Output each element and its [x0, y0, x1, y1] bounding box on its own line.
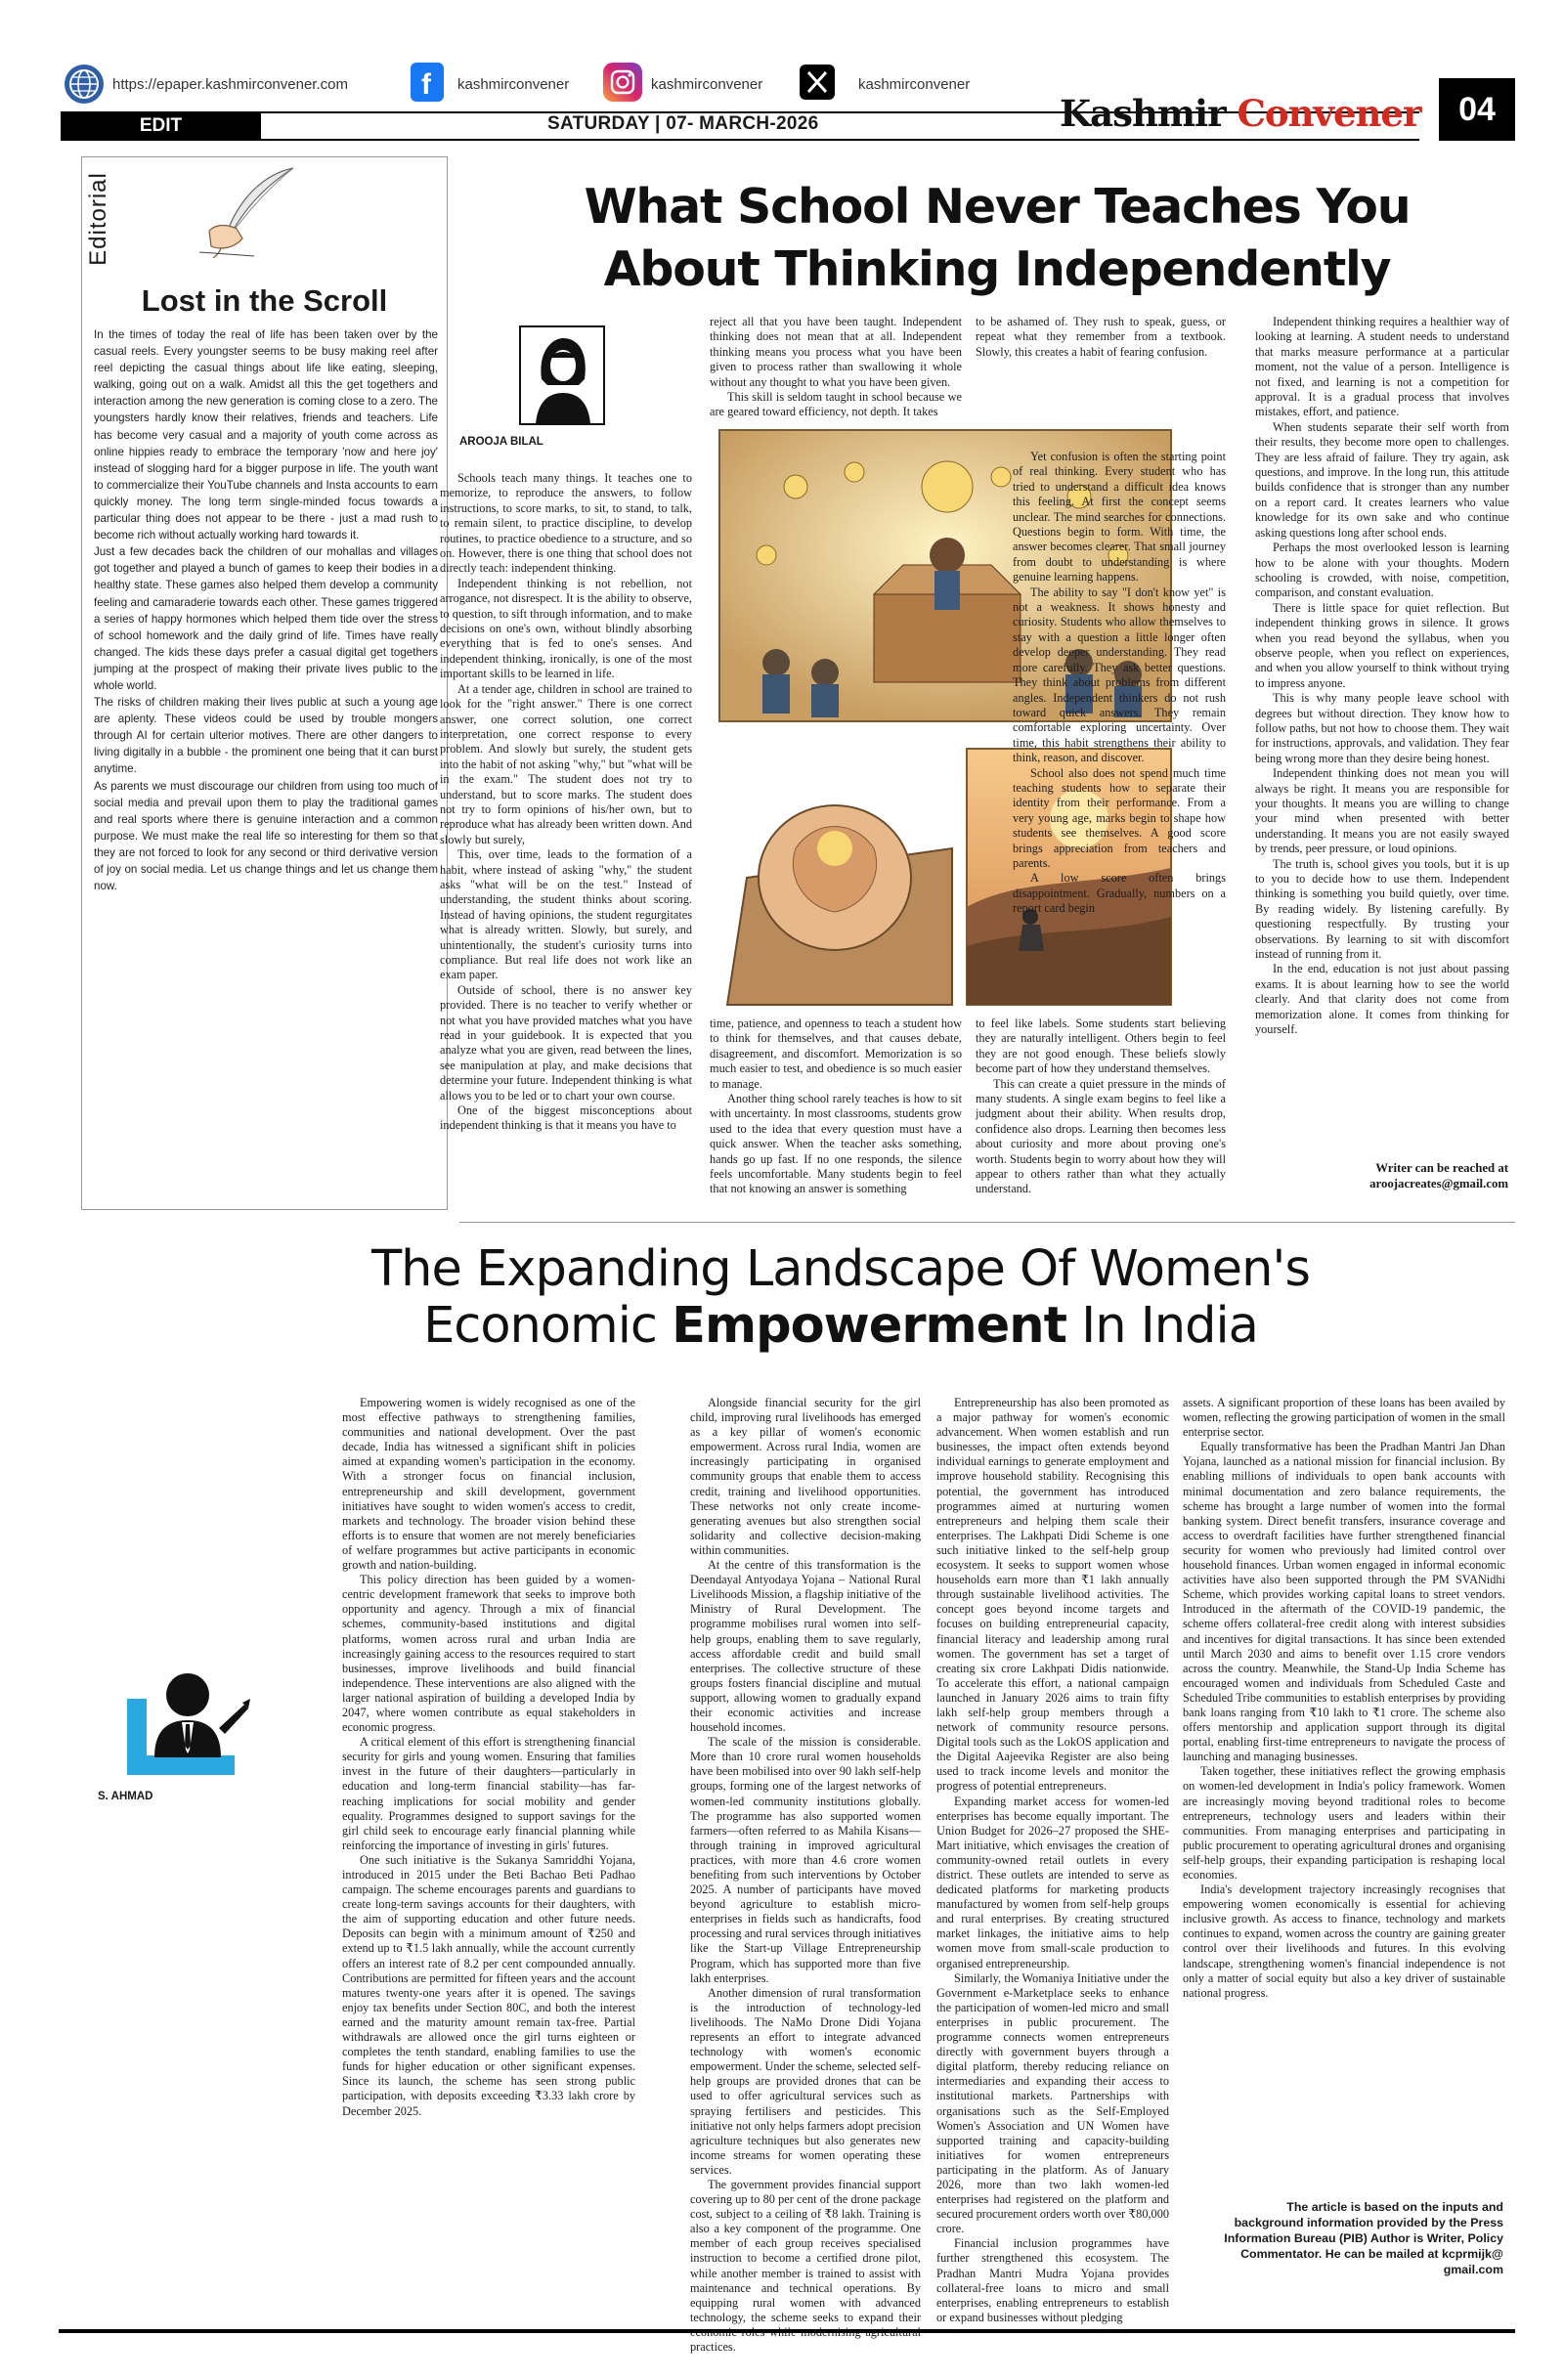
author-email[interactable]: aroojacreates@gmail.com	[1369, 1177, 1508, 1190]
paragraph: Taken together, these initiatives reflect the growing emphasis on women-led development in India's policy framework. Women are increasingly moving beyond traditional roles to become entrepreneurs, technology users and leaders within their communities. From managing enterprises and participating in public procurement to operating agricultural drones and organising self-help groups, their expanding participation is reshaping local economies.	[1183, 1764, 1505, 1882]
page-number: 04	[1439, 78, 1515, 141]
editorial-title: Lost in the Scroll	[141, 283, 388, 318]
paragraph: Independent thinking requires a healthier way of looking at learning. A student needs to understand that marks measure performance at a particular moment, not the value of a person. Intelligence is not fixed, and learning is not a competition for approval. It is a gradual process that involves mistakes, effort, and patience.	[1255, 315, 1509, 419]
man-avatar-icon	[119, 1660, 256, 1777]
article1-column-3-top	[976, 315, 1226, 360]
editorial-paragraph: The risks of children making their lives public at such a young age are aplenty. These videos could be used by trouble mongers through AI for certain ulterior motives. There are other dangers to living digitally in a bubble - the prominent one being that it can burst anytime.	[94, 696, 438, 776]
article1-headline: What School Never Teaches You About Thinking Independently	[584, 179, 1411, 297]
paragraph: to feel like labels. Some students start believing they are naturally intelligent. Others begin to feel they are not good enough. These beliefs slowly become part of how they understand themselves.	[976, 1017, 1226, 1076]
paragraph: A low score often brings disappointment. Gradually, numbers on a report card begin	[1013, 871, 1226, 916]
instagram-handle[interactable]: kashmirconvener	[651, 76, 763, 93]
article1-author: AROOJA BILAL	[459, 436, 543, 448]
facebook-icon[interactable]	[411, 63, 444, 102]
paragraph: This policy direction has been guided by a women-centric development framework that seeks to improve both opportunity and agency. Through a mix of financial schemes, community-based institutions and digital platforms, women across rural and urban India are increasingly gaining access to the resources required to start businesses, improve livelihoods and build financial independence. These interventions are also aligned with the larger national aspiration of building a developed India by 2047, where women contribute as equal stakeholders in economic progress.	[342, 1573, 635, 1735]
globe-icon	[65, 65, 104, 104]
quill-hand-icon	[196, 164, 303, 262]
article2-column-3	[936, 1396, 1169, 2325]
paragraph: to be ashamed of. They rush to speak, guess, or repeat what they remember from a textbook. Slowly, this creates a habit of fearing confusion.	[976, 315, 1226, 359]
article1-column-1	[440, 471, 692, 1134]
paragraph: Similarly, the Womaniya Initiative under the Government e-Marketplace seeks to enhance the participation of women-led micro and small enterprises in public procurement. The programme connects women entrepreneurs directly with government buyers through a digital platform, thereby reducing reliance on intermediaries and expanding their access to institutional markets. Partnerships with organisations such as the Self-Employed Women's Association and UN Women have supported training and capacity-building initiatives for women entrepreneurs participating in the platform. As of January 2026, more than two lakh women-led enterprises had registered on the platform and secured procurement orders worth over ₹80,000 crore.	[936, 1970, 1169, 2236]
paragraph: The government provides financial support covering up to 80 per cent of the drone package cost, subject to a ceiling of ₹8 lakh. Training is also a key component of the programme. One member of each group receives specialised instruction to become a certified drone pilot, while another member is trained to assist with maintenance and technical operations. By equipping rural women with advanced technology, the scheme seeks to expand their economic roles while modernising agricultural practices.	[690, 2177, 921, 2354]
author-email[interactable]: gmail.com	[1443, 2263, 1503, 2276]
article2-column-4	[1183, 1396, 1505, 2001]
issue-date: SATURDAY | 07- MARCH-2026	[547, 113, 819, 134]
paragraph: School also does not spend much time teaching students how to separate their identity from their performance. From a very young age, marks begin to shape how students see themselves. A good score brings appreciation from teachers and parents.	[1013, 765, 1226, 870]
article2-credit: The article is based on the inputs and background information provided by the Press Information Bureau (PIB) Author is Writer, Policy Commentator. He can be mailed at kcprmijk@ gmail.com	[1200, 2199, 1503, 2277]
svg-text:f: f	[421, 68, 431, 101]
instagram-icon[interactable]	[603, 63, 642, 102]
paragraph: Independent thinking does not mean you will always be right. It means you are responsible for your thoughts. It means you are willing to change your mind when presented with better understanding. It means you are not easily swayed by trends, peer pressure, or loud opinions.	[1255, 766, 1509, 856]
paragraph: Equally transformative has been the Pradhan Mantri Jan Dhan Yojana, launched as a national mission for financial inclusion. By enabling millions of individuals to open bank accounts with minimal documentation and zero balance requirements, the scheme has brought a large number of women into the formal banking system. Direct benefit transfers, insurance coverage and access to overdraft facilities have further strengthened financial security for women who previously had limited control over household finances. Urban women engaged in informal economic activities have also been supported through the PM SVANidhi Scheme, which provides working capital loans to street vendors. Introduced in the aftermath of the COVID-19 pandemic, the scheme offers collateral-free credit along with interest subsidies and incentives for digital transactions. It has since been extended until March 2030 and aims to benefit over 1.15 crore vendors across the country. Meanwhile, the Stand-Up India Scheme has encouraged women and individuals from Scheduled Caste and Scheduled Tribe communities to establish enterprises by providing bank loans ranging from ₹10 lakh to ₹1 crore. The scheme also offers mentorship and application support through its digital portal, enabling first-time entrepreneurs to navigate the process of launching and managing businesses.	[1183, 1440, 1505, 1764]
paragraph: Alongside financial security for the girl child, improving rural livelihoods has emerged as a key pillar of women's economic empowerment. Across rural India, women are increasingly participating in organised community groups that enable them to access credit, training and livelihood opportunities. These networks not only create income-generating avenues but also strengthen social solidarity and collective decision-making within communities.	[690, 1396, 921, 1557]
editorial-paragraph: In the times of today the real of life has been taken over by the casual reels. Every youngster seems to be busy making reel after reel depicting the casual things about life like eating, sleeping, walking, going out on a walk. Amidst all this the get togethers and interaction among the new generation is coming close to a zero. The youngsters hardly know their relatives, friends and teachers. Life has become very casual and a majority of youth come across as online hippies ready to embrace the temporary 'now and here joy' instead of slogging hard for a bigger purpose in life. The youth want to commercialize their YouTube channels and Insta accounts to earn quickly money. The long term single-minded focus towards a particular thing does not appear to be there - just a mad rush to become rich without actually working hard towards it.	[94, 328, 438, 542]
paragraph: Expanding market access for women-led enterprises has become equally important. The Union Budget for 2026–27 proposed the SHE-Mart initiative, which envisages the creation of community-owned retail outlets in every district. These outlets are intended to serve as dedicated platforms for marketing products manufactured by women from self-help groups and rural enterprises. By creating structured market linkages, the initiative aims to help women move from small-scale production to organised entrepreneurship.	[936, 1794, 1169, 1970]
article2-author: S. AHMAD	[98, 1791, 153, 1802]
paragraph: The ability to say "I don't know yet" is not a weakness. It shows honesty and curiosity. Students who allow themselves to stay with a question a little longer often develop deeper understanding. They read more carefully. They ask better questions. They think about problems from different angles. Independent thinkers do not rush toward quick answers. They remain comfortable exploring uncertainty. Over time, this habit strengthens their ability to think, reason, and discover.	[1013, 584, 1226, 765]
paragraph: In the end, education is not just about passing exams. It is about learning how to see the world clearly. And that clarity does not come from memorization alone. It comes from thinking for yourself.	[1255, 962, 1509, 1037]
section-divider	[459, 1222, 1515, 1223]
paragraph: Independent thinking is not rebellion, not arrogance, not disrespect. It is the ability to observe, to question, to sift through information, and to make decisions on one's own, without blindly absorbing everything that is fed to one's senses. And independent thinking, ironically, is one of the most important skills to be learned in life.	[440, 576, 692, 681]
website-link[interactable]: https://epaper.kashmirconvener.com	[112, 76, 348, 93]
article2-column-1	[342, 1396, 635, 2119]
article1-signature: Writer can be reached at aroojacreates@gmail.com	[1266, 1160, 1508, 1191]
article1-column-4	[1255, 315, 1509, 1038]
paragraph: time, patience, and openness to teach a student how to think for themselves, and that causes debate, disagreement, and discomfort. Memorization is so much easier to test, and obedience is so much easier to manage.	[710, 1017, 962, 1091]
paragraph: One of the biggest misconceptions about independent thinking is that it means you have to	[440, 1103, 692, 1133]
paragraph: At a tender age, children in school are trained to look for the "right answer." There is one correct answer, one correct solution, one correct interpretation, one correct response to every problem. And slowly but surely, the student gets into the habit of not asking "why," but "what will be in the exam." The student does not try to understand, but to score marks. The student does not try to form opinions of his/her own, but to reproduce what has already been written down. And slowly but surely,	[440, 681, 692, 846]
editorial-paragraph: Just a few decades back the children of our mohallas and villages got together and played a bunch of games to keep their bodies in a healthy state. These games also helped them develop a community feeling and camaraderie towards each other. These games triggered a series of happy hormones which helped them tide over the stress of school homework and the daily grind of life. Times have really changed. The kids these days prefer a casual digital get togethers jumping at the prospect of making their private lives public to the whole world.	[94, 545, 438, 692]
paragraph: When students separate their self worth from their results, they become more open to challenges. They are less afraid of failure. They try again, ask questions, and improve. In the long run, this attitude builds confidence that is stronger than any number on a report card. It creates learners who value knowledge for its own sake and who continue asking questions long after school ends.	[1255, 419, 1509, 540]
facebook-handle[interactable]: kashmirconvener	[457, 76, 570, 93]
paragraph: Financial inclusion programmes have further strengthened this ecosystem. The Pradhan Mantri Mudra Yojana provides collateral-free loans to micro and small enterprises, enabling entrepreneurs to establish or expand businesses without pledging	[936, 2236, 1169, 2324]
article1-column-2-top	[710, 315, 962, 420]
paragraph: Empowering women is widely recognised as one of the most effective pathways to strengthening families, communities and national development. Over the past decade, India has witnessed a significant shift in policies aimed at expanding women's participation in the economy. With a stronger focus on financial inclusion, entrepreneurship and skill development, government initiatives have sought to widen women's access to credit, markets and technology. The broader vision behind these efforts is to ensure that women are not merely beneficiaries of welfare programmes but active participants in economic growth and nation-building.	[342, 1396, 635, 1573]
woman-avatar-icon	[514, 323, 612, 430]
editorial-paragraph: As parents we must discourage our children from using too much of social media and prevail upon them to play the traditional games and real sports where there is genuine interaction and a common purpose. We must make the real life so interesting for them so that they are not forced to look for any second or third derivative version of joy on social media. Let us change things and let us change them now.	[94, 779, 438, 893]
editorial-tag: Editorial	[85, 172, 111, 266]
paragraph: The scale of the mission is considerable. More than 10 crore rural women households have been mobilised into over 90 lakh self-help groups, forming one of the largest networks of women-led community institutions globally. The programme has also supported women farmers—often referred to as Mahila Kisans—through training in improved agricultural practices, with more than 4.6 crore women benefiting from such interventions by October 2025. A number of participants have moved beyond agriculture to establish micro-enterprises in fields such as handicrafts, food processing and rural services through initiatives like the Start-up Village Entrepreneurship Program, which has supported more than five lakh enterprises.	[690, 1735, 921, 1985]
paragraph: This, over time, leads to the formation of a habit, where instead of asking "why," the student asks "what will be on the test." Instead of understanding, the student thinks about scoring. Instead of having opinions, the student regurgitates what is already written. Slowly, but surely, and unintentionally, the student's curiosity turns into compliance. But real life does not work like an exam paper.	[440, 847, 692, 982]
article2-headline: The Expanding Landscape Of Women's Economic Empowerment In India	[371, 1240, 1310, 1355]
article2-column-2	[690, 1396, 921, 2355]
x-icon[interactable]	[800, 65, 835, 100]
brand-logo: Kashmir Convener	[1060, 92, 1421, 135]
paragraph: There is little space for quiet reflection. But independent thinking grows in silence. It grows when you read beyond the syllabus, when you observe people, when you reflect on experiences, and when you allow yourself to think without trying to impress anyone.	[1255, 600, 1509, 690]
paragraph: This can create a quiet pressure in the minds of many students. A single exam begins to feel like a judgment about their ability. When results drop, confidence also drops. Learning then becomes less about curiosity and more about proving one's worth. Students begin to worry about how they will appear to others rather than what they actually understand.	[976, 1076, 1226, 1196]
article1-column-3-bottom	[976, 1017, 1226, 1197]
paragraph: The truth is, school gives you tools, but it is up to you to decide how to use them. Independent thinking is something you build quietly, over time. By reading widely. By listening carefully. By questioning respectfully. By trusting your observations. By learning to sit with discomfort instead of running from it.	[1255, 856, 1509, 962]
paragraph: Entrepreneurship has also been promoted as a major pathway for women's economic advancement. When women establish and run businesses, the impact often extends beyond individual earnings to generate employment and improve household stability. Recognising this potential, the government has introduced programmes aimed at nurturing women entrepreneurs and helping them scale their enterprises. The Lakhpati Didi Scheme is one such initiative linked to the self-help group ecosystem. It seeks to support women whose households earn more than ₹1 lakh annually through sustainable livelihood activities. The concept goes beyond income targets and focuses on building entrepreneurial capacity, financial literacy and leadership among rural women. The government has set a target of creating six crore Lakhpati Didis nationwide. To accelerate this effort, a national campaign launched in January 2026 aims to train fifty lakh self-help group members through a network of community resource persons. Digital tools such as the LokOS application and the Digital Aajeevika Register are also being used to track income levels and monitor the progress of potential entrepreneurs.	[936, 1396, 1169, 1794]
paragraph: At the centre of this transformation is the Deendayal Antyodaya Yojana – National Rural Livelihoods Mission, a flagship initiative of the Ministry of Rural Development. The programme mobilises rural women into self-help groups, enabling them to save regularly, access affordable credit and build small enterprises. The collective structure of these groups fosters financial discipline and mutual support, allowing women to gradually expand their economic activities and increase household incomes.	[690, 1558, 921, 1735]
x-handle[interactable]: kashmirconvener	[858, 76, 971, 93]
paragraph: Schools teach many things. It teaches one to memorize, to reproduce the answers, to follow instructions, to score marks, to sit, to stand, to talk, to remain silent, to practice discipline, to develop routines, to practice obedience to a structure, and so on. However, there is one thing that school does not directly teach: independent thinking.	[440, 471, 692, 576]
paragraph: Another thing school rarely teaches is how to sit with uncertainty. In most classrooms, students grow used to the idea that every question must have a quick answer. When the teacher asks something, hands go up fast. If no one responds, the silence feels uncomfortable. Many students begin to feel that not knowing an answer is something	[710, 1092, 962, 1196]
paragraph: A critical element of this effort is strengthening financial security for girls and young women. Ensuring that families invest in the future of their daughters—particularly in education and long-term financial stability—has far-reaching implications for social mobility and gender equality. Programmes designed to support savings for the girl child seek to encourage early financial planning while reinforcing the importance of investing in girls' futures.	[342, 1735, 635, 1852]
bottom-rule	[59, 2329, 1515, 2333]
paragraph: This is why many people leave school with degrees but without direction. They know how to follow paths, but not how to choose them. They wait for instructions, approvals, and validation. They fear being wrong more than they desire being honest.	[1255, 691, 1509, 765]
paragraph: Another dimension of rural transformation is the introduction of technology-led livelihoods. The NaMo Drone Didi Yojana represents an effort to integrate advanced technology with women's economic empowerment. Under the scheme, selected self-help groups are provided drones that can be used to offer agricultural services such as spraying fertilisers and pesticides. This initiative not only helps farmers adopt precision agriculture techniques but also generates new income streams for women operating these services.	[690, 1985, 921, 2177]
section-label: EDIT	[61, 111, 261, 141]
article1-column-3-middle	[1013, 450, 1226, 917]
paragraph: reject all that you have been taught. Independent thinking does not mean that at all. Independent thinking means you process what you have been given to process rather than swallowing it whole without any thought to what you have been given.	[710, 315, 962, 389]
paragraph: Yet confusion is often the starting point of real thinking. Every student who has tried to understand a difficult idea knows this feeling. At first the concept seems unclear. The mind searches for connections. Questions begin to form. With time, the answer becomes clearer. That small journey from doubt to understanding is where genuine learning happens.	[1013, 450, 1226, 584]
paragraph: India's development trajectory increasingly recognises that empowering women economically is essential for achieving inclusive growth. As access to finance, technology and markets continues to expand, women across the country are gaining greater control over their livelihoods and futures. In this evolving landscape, strengthening women's financial independence is not only a matter of social equity but also a key driver of sustainable national progress.	[1183, 1882, 1505, 2000]
paragraph: This skill is seldom taught in school because we are geared toward efficiency, not depth. It takes	[710, 390, 962, 419]
paragraph: assets. A significant proportion of these loans has been availed by women, reflecting the growing participation of women in the small enterprise sector.	[1183, 1396, 1505, 1440]
editorial-body	[94, 326, 438, 894]
article1-column-2-bottom	[710, 1017, 962, 1197]
paragraph: Outside of school, there is no answer key provided. There is no teacher to verify whether or not what you have provided matches what you have read in your guidebook. It is expected that you analyze what you are given, read between the lines, see manipulation at play, and make decisions that determine your future. Independent thinking is what allows you to be led or to chart your own course.	[440, 982, 692, 1103]
paragraph: One such initiative is the Sukanya Samriddhi Yojana, introduced in 2015 under the Beti Bachao Beti Padhao campaign. The scheme encourages parents and guardians to create long-term savings accounts for their daughters, with the aim of supporting education and other future needs. Deposits can begin with a minimum amount of ₹250 and extend up to ₹1.5 lakh annually, while the account currently offers an interest rate of 8.2 per cent compounded annually. Contributions are permitted for fifteen years and the account matures twenty-one years after it is opened. The savings enjoy tax benefits under Section 80C, and both the interest earned and the maturity amount remain tax-free. Partial withdrawals are allowed once the girl turns eighteen or completes the tenth standard, enabling families to use the funds for higher education or other significant expenses. Since its launch, the scheme has seen strong public participation, with deposits exceeding ₹3.33 lakh crore by December 2025.	[342, 1852, 635, 2118]
paragraph: Perhaps the most overlooked lesson is learning how to be alone with your thoughts. Modern schooling is crowded, with noise, competition, comparison, and constant evaluation.	[1255, 541, 1509, 600]
